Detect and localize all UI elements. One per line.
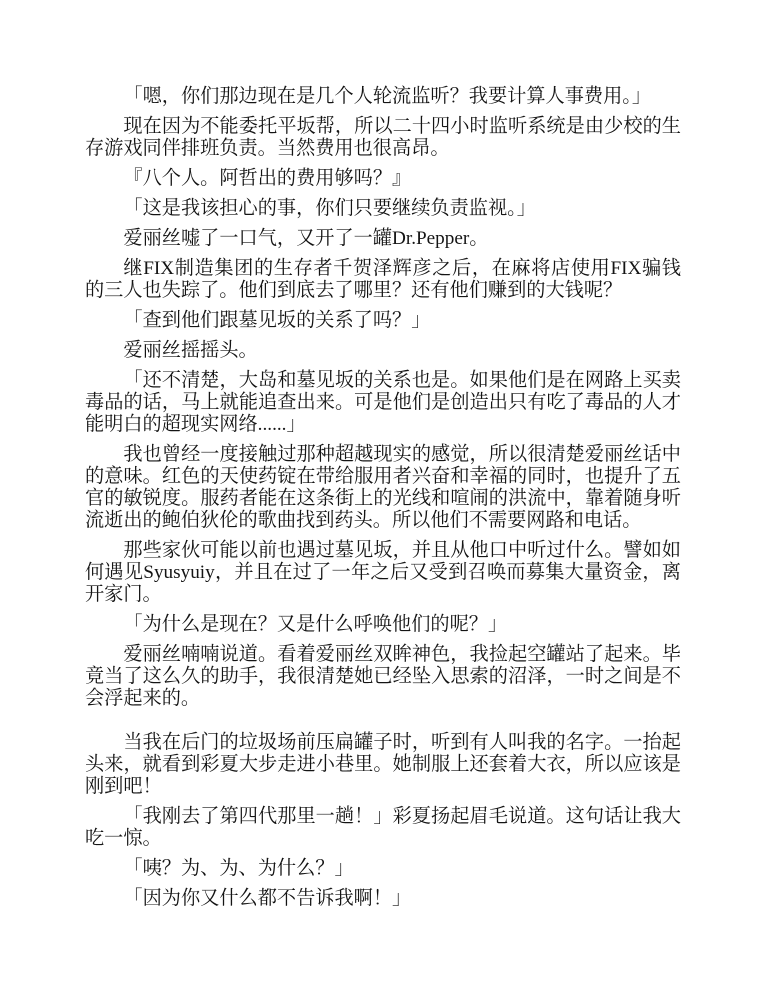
paragraph: 爱丽丝嘘了一口气，又开了一罐Dr.Pepper。 [123, 228, 489, 249]
paragraph: 继FIX制造集团的生存者千贺泽辉彦之后，在麻将店使用FIX骗钱的三人也失踪了。他们到底去了哪里？还有他们赚到的大钱呢？ [85, 258, 681, 301]
paragraph: 我也曾经一度接触过那种超越现实的感觉，所以很清楚爱丽丝话中的意味。红色的天使药锭在带给服用者兴奋和幸福的同时，也提升了五官的敏锐度。服药者能在这条街上的光线和喧闹的洪流中，靠着随身听流逝出的鲍伯狄伦的歌曲找到药头。所以他们不需要网路和电话。 [85, 444, 681, 531]
text-block [85, 86, 681, 918]
paragraph: 「这是我该担心的事，你们只要继续负责监视。」 [123, 198, 536, 219]
paragraph: 「嗯，你们那边现在是几个人轮流监听？我要计算人事费用。」 [123, 86, 652, 107]
paragraph: 『八个人。阿哲出的费用够吗？』 [123, 168, 412, 189]
paragraph: 「为什么是现在？又是什么呼唤他们的呢？」 [123, 614, 508, 635]
paragraph: 那些家伙可能以前也遇过墓见坂，并且从他口中听过什么。譬如如何遇见Syusyuiy，并且在过了一年之后又受到召唤而募集大量资金，离开家门。 [85, 540, 681, 605]
paragraph: 现在因为不能委托平坂帮，所以二十四小时监听系统是由少校的生存游戏同伴排班负责。当然费用也很高昂。 [85, 116, 681, 159]
paragraph: 「我刚去了第四代那里一趟！」彩夏扬起眉毛说道。这句话让我大吃一惊。 [85, 806, 681, 849]
paragraph: 「还不清楚，大岛和墓见坂的关系也是。如果他们是在网路上买卖毒品的话，马上就能追查出来。可是他们是创造出只有吃了毒品的人才能明白的超现实网络......」 [85, 370, 681, 435]
paragraph: 当我在后门的垃圾场前压扁罐子时，听到有人叫我的名字。一抬起头来，就看到彩夏大步走进小巷里。她制服上还套着大衣，所以应该是刚到吧！ [85, 732, 681, 797]
paragraph: 「查到他们跟墓见坂的关系了吗？」 [123, 310, 431, 331]
paragraph: 「咦？为、为、为什么？」 [123, 858, 354, 879]
scene-break [85, 718, 681, 732]
paragraph: 爱丽丝摇摇头。 [123, 340, 258, 361]
paragraph: 爱丽丝喃喃说道。看着爱丽丝双眸神色，我捡起空罐站了起来。毕竟当了这么久的助手，我很清楚她已经坠入思索的沼泽，一时之间是不会浮起来的。 [85, 644, 681, 709]
paragraph: 「因为你又什么都不告诉我啊！」 [123, 888, 412, 909]
